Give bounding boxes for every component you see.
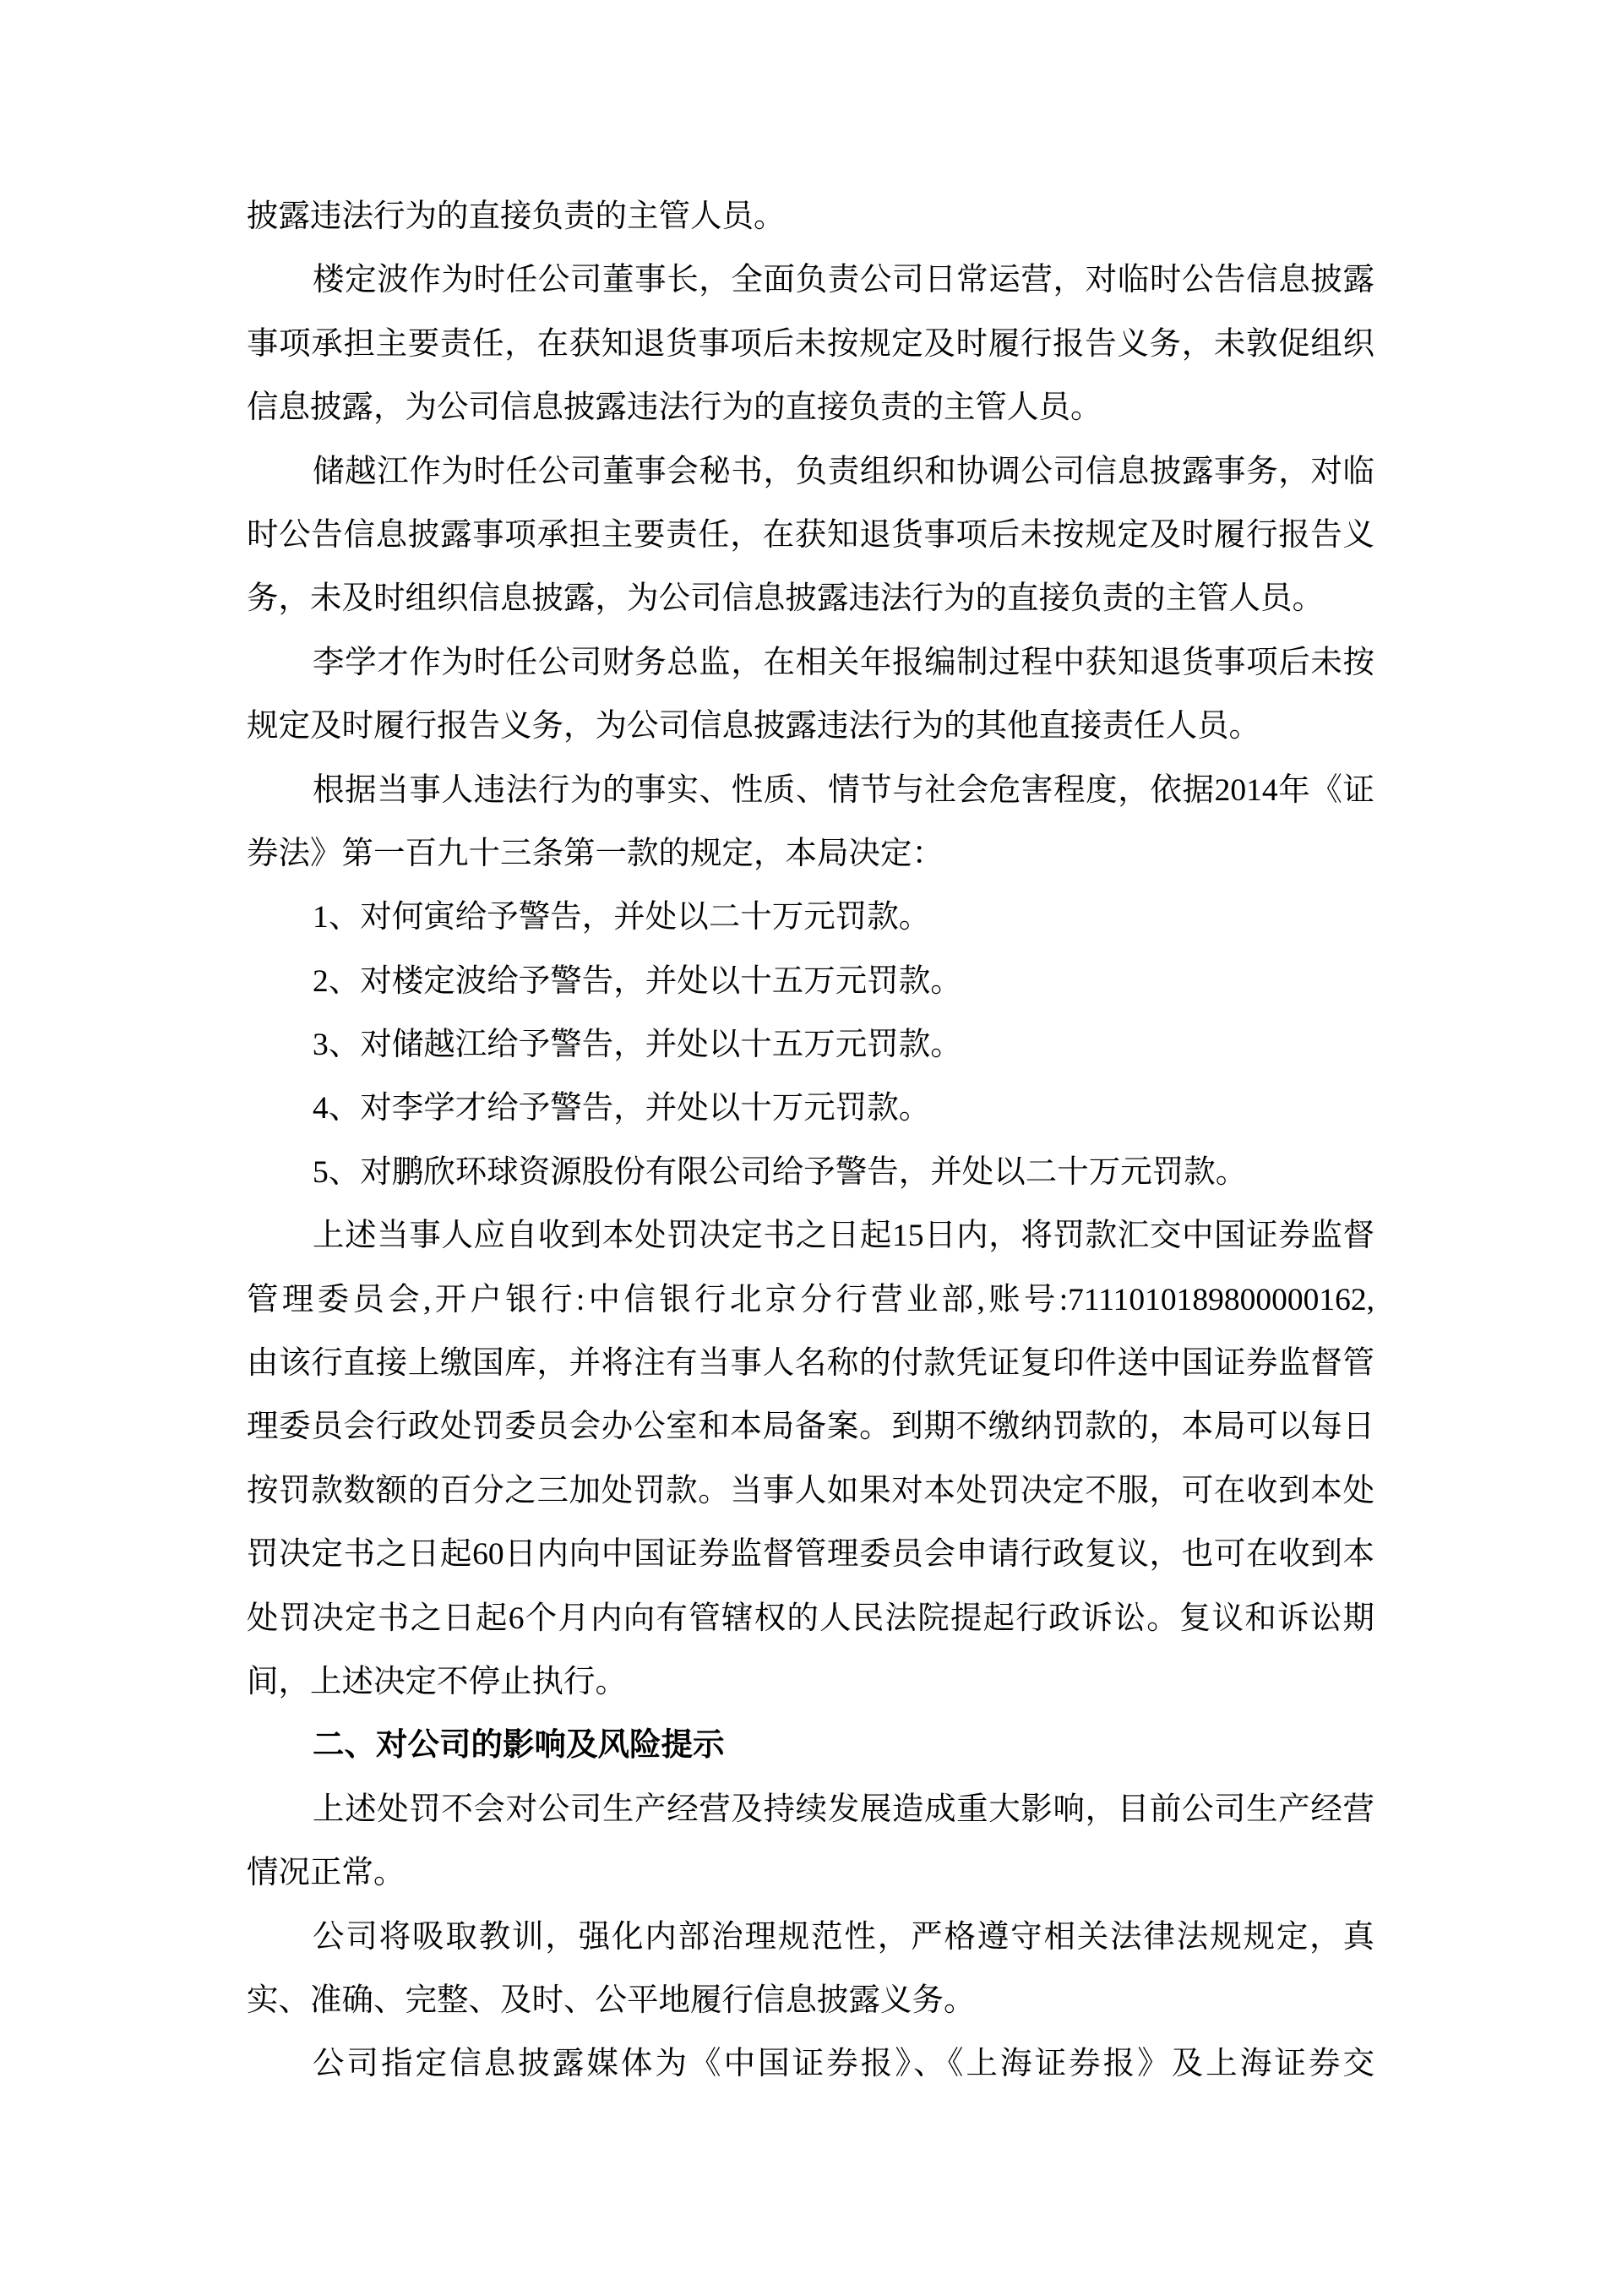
text-line: 实、准确、完整、及时、公平地履行信息披露义务。: [247, 1982, 976, 2018]
text-line: 务，未及时组织信息披露，为公司信息披露违法行为的直接负责的主管人员。: [247, 581, 1324, 617]
text-line: 上述当事人应自收到本处罚决定书之日起15日内，将罚款汇交中国证券监督: [313, 1219, 1374, 1254]
paragraph-chu-yuejiang: [247, 440, 1374, 631]
text-line: 罚决定书之日起60日内向中国证券监督管理委员会申请行政复议，也可在收到本: [247, 1537, 1374, 1573]
text-line: 管理委员会,开户银行:中信银行北京分行营业部,账号:7111010189800000162,: [247, 1282, 1374, 1317]
paragraph-lou-dingbo: [247, 248, 1374, 439]
paragraph-continuation: [247, 185, 1374, 248]
text-line: 储越江作为时任公司董事会秘书，负责组织和协调公司信息披露事务，对临: [313, 454, 1374, 489]
text-line: 规定及时履行报告义务，为公司信息披露违法行为的其他直接责任人员。: [247, 709, 1260, 744]
paragraph-payment-instructions: [247, 1204, 1374, 1714]
document-body: [247, 185, 1374, 2097]
text-line: 间，上述决定不停止执行。: [247, 1664, 627, 1699]
text-line: 按罚款数额的百分之三加处罚款。当事人如果对本处罚决定不服，可在收到本处: [247, 1473, 1374, 1508]
text-line: 4、对李学才给予警告，并处以十万元罚款。: [313, 1091, 931, 1126]
paragraph-commitment: [247, 1906, 1374, 2033]
text-line: 楼定波作为时任公司董事长，全面负责公司日常运营，对临时公告信息披露: [313, 263, 1374, 298]
text-line: 情况正常。: [247, 1856, 406, 1891]
paragraph-disclosure-media: [247, 2032, 1374, 2096]
text-line: 根据当事人违法行为的事实、性质、情节与社会危害程度，依据2014年《证: [313, 772, 1374, 808]
paragraph-legal-basis: [247, 759, 1374, 886]
decision-item: [247, 1013, 1374, 1077]
text-line: 券法》第一百九十三条第一款的规定，本局决定：: [247, 836, 944, 871]
decision-item: [247, 950, 1374, 1013]
text-line: 5、对鹏欣环球资源股份有限公司给予警告，并处以二十万元罚款。: [313, 1154, 1248, 1190]
text-line: 信息披露，为公司信息披露违法行为的直接负责的主管人员。: [247, 390, 1102, 426]
text-line: 3、对储越江给予警告，并处以十五万元罚款。: [313, 1028, 962, 1063]
decision-item: [247, 886, 1374, 949]
text-line: 理委员会行政处罚委员会办公室和本局备案。到期不缴纳罚款的，本局可以每日: [247, 1410, 1374, 1445]
section-heading-text: 二、对公司的影响及风险提示: [313, 1728, 725, 1764]
text-line: 事项承担主要责任，在获知退货事项后未按规定及时履行报告义务，未敦促组织: [247, 326, 1374, 362]
text-line: 公司将吸取教训，强化内部治理规范性，严格遵守相关法律法规规定，真: [313, 1919, 1374, 1955]
paragraph-impact: [247, 1778, 1374, 1906]
paragraph-li-xuecai: [247, 631, 1374, 759]
text-line: 李学才作为时任公司财务总监，在相关年报编制过程中获知退货事项后未按: [313, 645, 1374, 680]
section-heading: [247, 1714, 1374, 1777]
text-line: 披露违法行为的直接负责的主管人员。: [247, 199, 786, 234]
text-line: 由该行直接上缴国库，并将注有当事人名称的付款凭证复印件送中国证券监督管: [247, 1346, 1374, 1382]
text-line: 处罚决定书之日起6个月内向有管辖权的人民法院提起行政诉讼。复议和诉讼期: [247, 1601, 1374, 1636]
text-line: 2、对楼定波给予警告，并处以十五万元罚款。: [313, 963, 962, 999]
decision-item: [247, 1141, 1374, 1204]
text-line: 公司指定信息披露媒体为《中国证券报》、《上海证券报》及上海证券交: [313, 2047, 1374, 2082]
text-line: 时公告信息披露事项承担主要责任，在获知退货事项后未按规定及时履行报告义: [247, 517, 1374, 553]
decision-item: [247, 1077, 1374, 1140]
text-line: 上述处罚不会对公司生产经营及持续发展造成重大影响，目前公司生产经营: [313, 1792, 1374, 1827]
text-line: 1、对何寅给予警告，并处以二十万元罚款。: [313, 900, 931, 935]
